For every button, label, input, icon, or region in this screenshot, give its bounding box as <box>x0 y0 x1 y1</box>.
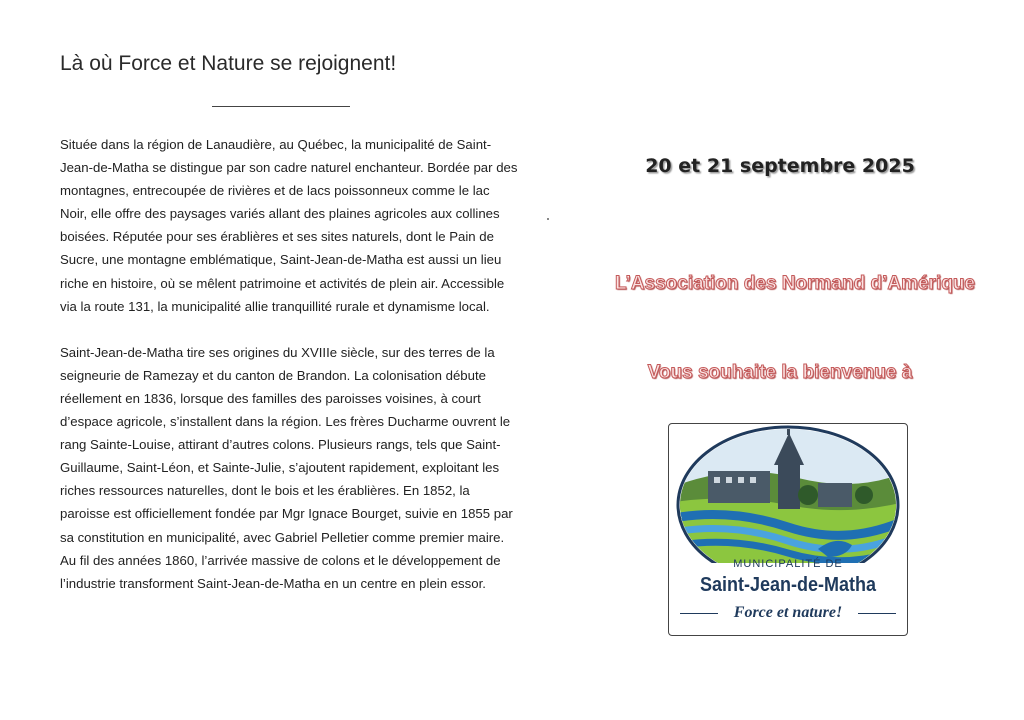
page-heading: Là où Force et Nature se rejoignent! <box>60 52 397 75</box>
paragraph-geography: Située dans la région de Lanaudière, au Québec, la municipalité de Saint-Jean-de-Matha se distingue par son cadre naturel enchanteur. Bordée par des montagnes, entrecoupée de rivières et de lacs poissonneux comme le lac Noir, elle offre des paysages variés allant des plaines agricoles aux collines boisées. Réputée pour ses érablières et ses sites naturels, dont le Pain de Sucre, une montagne emblématique, Saint-Jean-de-Matha est aussi un lieu riche en histoire, où se mêlent patrimoine et activités de plein air. Accessible via la route 131, la municipalité allie tranquillité rurale et dynamisme local. <box>60 137 518 314</box>
association-name: L’Association des Normand d’Amérique <box>614 273 976 294</box>
paragraph-history: Saint-Jean-de-Matha tire ses origines du XVIIIe siècle, sur des terres de la seigneurie de Ramezay et du canton de Brandon. La colonisation débute réellement en 1836, lorsque des familles des paroisses voisines, à court d’espace agricole, s’installent dans la région. Les frères Ducharme ouvrent le rang Sainte-Louise, attirant d’autres colons. Plusieurs rangs, tels que Saint-Guillaume, Saint-Léon, et Sainte-Julie, s’ajoutent rapidement, exploitant les riches ressources naturelles, dont le bois et les érablières. En 1852, la paroisse est officiellement fondée par Mgr Ignace Bourget, suivie en 1855 par sa constitution en municipalité, avec Gabriel Pelletier comme premier maire. Au fil des années 1860, l’arrivée massive de colons et le développement de l’industrie transforment Saint-Jean-de-Matha en un centre en plein essor. <box>60 344 513 591</box>
event-date: 20 et 21 septembre 2025 <box>645 155 915 177</box>
municipality-logo <box>668 423 908 638</box>
logo-dash-right <box>858 613 896 614</box>
stray-mark <box>547 218 549 220</box>
heading-divider <box>212 106 350 107</box>
welcome-text: Vous souhaite la bienvenue à <box>647 362 913 383</box>
logo-town-name: Saint-Jean-de-Matha <box>699 574 877 596</box>
description-column <box>60 50 520 595</box>
logo-slogan: Force et nature! <box>733 604 843 621</box>
logo-municipality-label: MUNICIPALITÉ DE <box>733 558 843 570</box>
logo-landscape-icon <box>668 423 908 563</box>
